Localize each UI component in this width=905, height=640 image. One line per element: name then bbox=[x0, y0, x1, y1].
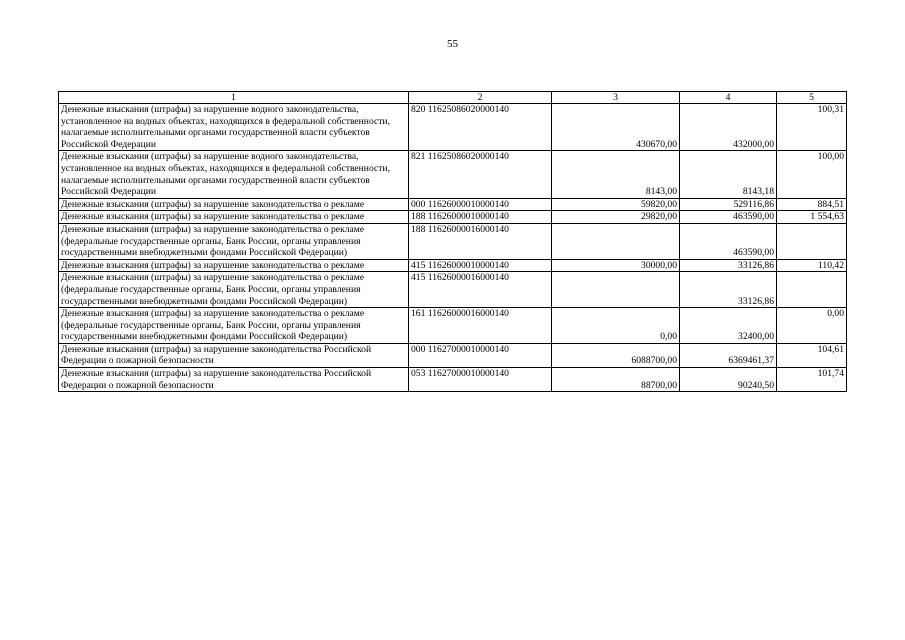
column-header: 5 bbox=[777, 92, 847, 104]
cell-code: 415 11626000010000140 bbox=[409, 259, 552, 272]
cell-col4: 8143,18 bbox=[680, 151, 777, 198]
cell-col5: 0,00 bbox=[777, 308, 847, 344]
cell-code: 821 11625086020000140 bbox=[409, 151, 552, 198]
cell-name: Денежные взыскания (штрафы) за нарушение водного законодательства, установленное на водных объектах, находящихся в федеральной собственности, налагаемые исполнительными органами государственной власти субъектов Российской Федерации bbox=[59, 104, 409, 151]
cell-col5: 100,31 bbox=[777, 104, 847, 151]
table-row bbox=[59, 151, 847, 198]
cell-col4: 32400,00 bbox=[680, 308, 777, 344]
cell-col3: 59820,00 bbox=[552, 198, 680, 211]
budget-table-body bbox=[59, 92, 847, 392]
page-number: 55 bbox=[447, 38, 458, 50]
cell-col5: 1 554,63 bbox=[777, 211, 847, 224]
cell-col5 bbox=[777, 272, 847, 308]
cell-col5 bbox=[777, 223, 847, 259]
table-row bbox=[59, 259, 847, 272]
table-row bbox=[59, 211, 847, 224]
column-header: 2 bbox=[409, 92, 552, 104]
cell-col4: 432000,00 bbox=[680, 104, 777, 151]
cell-col4: 6369461,37 bbox=[680, 343, 777, 367]
cell-code: 000 11626000010000140 bbox=[409, 198, 552, 211]
cell-col3 bbox=[552, 223, 680, 259]
cell-name: Денежные взыскания (штрафы) за нарушение законодательства о рекламе bbox=[59, 198, 409, 211]
table-row bbox=[59, 198, 847, 211]
cell-col3: 8143,00 bbox=[552, 151, 680, 198]
cell-col5: 104,61 bbox=[777, 343, 847, 367]
cell-col3: 29820,00 bbox=[552, 211, 680, 224]
cell-name: Денежные взыскания (штрафы) за нарушение законодательства о рекламе bbox=[59, 259, 409, 272]
cell-col5: 884,51 bbox=[777, 198, 847, 211]
table-row bbox=[59, 308, 847, 344]
cell-col4: 529116,86 bbox=[680, 198, 777, 211]
cell-code: 820 11625086020000140 bbox=[409, 104, 552, 151]
cell-col4: 463590,00 bbox=[680, 223, 777, 259]
cell-code: 161 11626000016000140 bbox=[409, 308, 552, 344]
column-header: 1 bbox=[59, 92, 409, 104]
cell-name: Денежные взыскания (штрафы) за нарушение законодательства о рекламе bbox=[59, 211, 409, 224]
cell-name: Денежные взыскания (штрафы) за нарушение законодательства о рекламе (федеральные государственные органы, Банк России, органы управления государственными внебюджетными фондами Российской Федерации) bbox=[59, 308, 409, 344]
cell-col5: 110,42 bbox=[777, 259, 847, 272]
cell-col3: 6088700,00 bbox=[552, 343, 680, 367]
cell-name: Денежные взыскания (штрафы) за нарушение водного законодательства, установленное на водных объектах, находящихся в федеральной собственности, налагаемые исполнительными органами государственной власти субъектов Российской Федерации bbox=[59, 151, 409, 198]
cell-code: 188 11626000010000140 bbox=[409, 211, 552, 224]
budget-table bbox=[58, 91, 847, 392]
table-row bbox=[59, 104, 847, 151]
cell-col5: 101,74 bbox=[777, 368, 847, 392]
cell-col3: 430670,00 bbox=[552, 104, 680, 151]
cell-col3: 30000,00 bbox=[552, 259, 680, 272]
cell-col3: 88700,00 bbox=[552, 368, 680, 392]
table-row bbox=[59, 272, 847, 308]
table-row bbox=[59, 368, 847, 392]
cell-col4: 33126,86 bbox=[680, 272, 777, 308]
cell-col4: 33126,86 bbox=[680, 259, 777, 272]
cell-name: Денежные взыскания (штрафы) за нарушение законодательства о рекламе (федеральные государственные органы, Банк России, органы управления государственными внебюджетными фондами Российской Федерации) bbox=[59, 223, 409, 259]
cell-col4: 90240,50 bbox=[680, 368, 777, 392]
cell-code: 188 11626000016000140 bbox=[409, 223, 552, 259]
cell-col4: 463590,00 bbox=[680, 211, 777, 224]
column-header: 3 bbox=[552, 92, 680, 104]
cell-col5: 100,00 bbox=[777, 151, 847, 198]
cell-code: 415 11626000016000140 bbox=[409, 272, 552, 308]
cell-code: 053 11627000010000140 bbox=[409, 368, 552, 392]
cell-name: Денежные взыскания (штрафы) за нарушение законодательства Российской Федерации о пожарной безопасности bbox=[59, 368, 409, 392]
table-header-row bbox=[59, 92, 847, 104]
column-header: 4 bbox=[680, 92, 777, 104]
table-row bbox=[59, 223, 847, 259]
cell-code: 000 11627000010000140 bbox=[409, 343, 552, 367]
table-row bbox=[59, 343, 847, 367]
cell-col3 bbox=[552, 272, 680, 308]
cell-col3: 0,00 bbox=[552, 308, 680, 344]
cell-name: Денежные взыскания (штрафы) за нарушение законодательства Российской Федерации о пожарной безопасности bbox=[59, 343, 409, 367]
cell-name: Денежные взыскания (штрафы) за нарушение законодательства о рекламе (федеральные государственные органы, Банк России, органы управления государственными внебюджетными фондами Российской Федерации) bbox=[59, 272, 409, 308]
